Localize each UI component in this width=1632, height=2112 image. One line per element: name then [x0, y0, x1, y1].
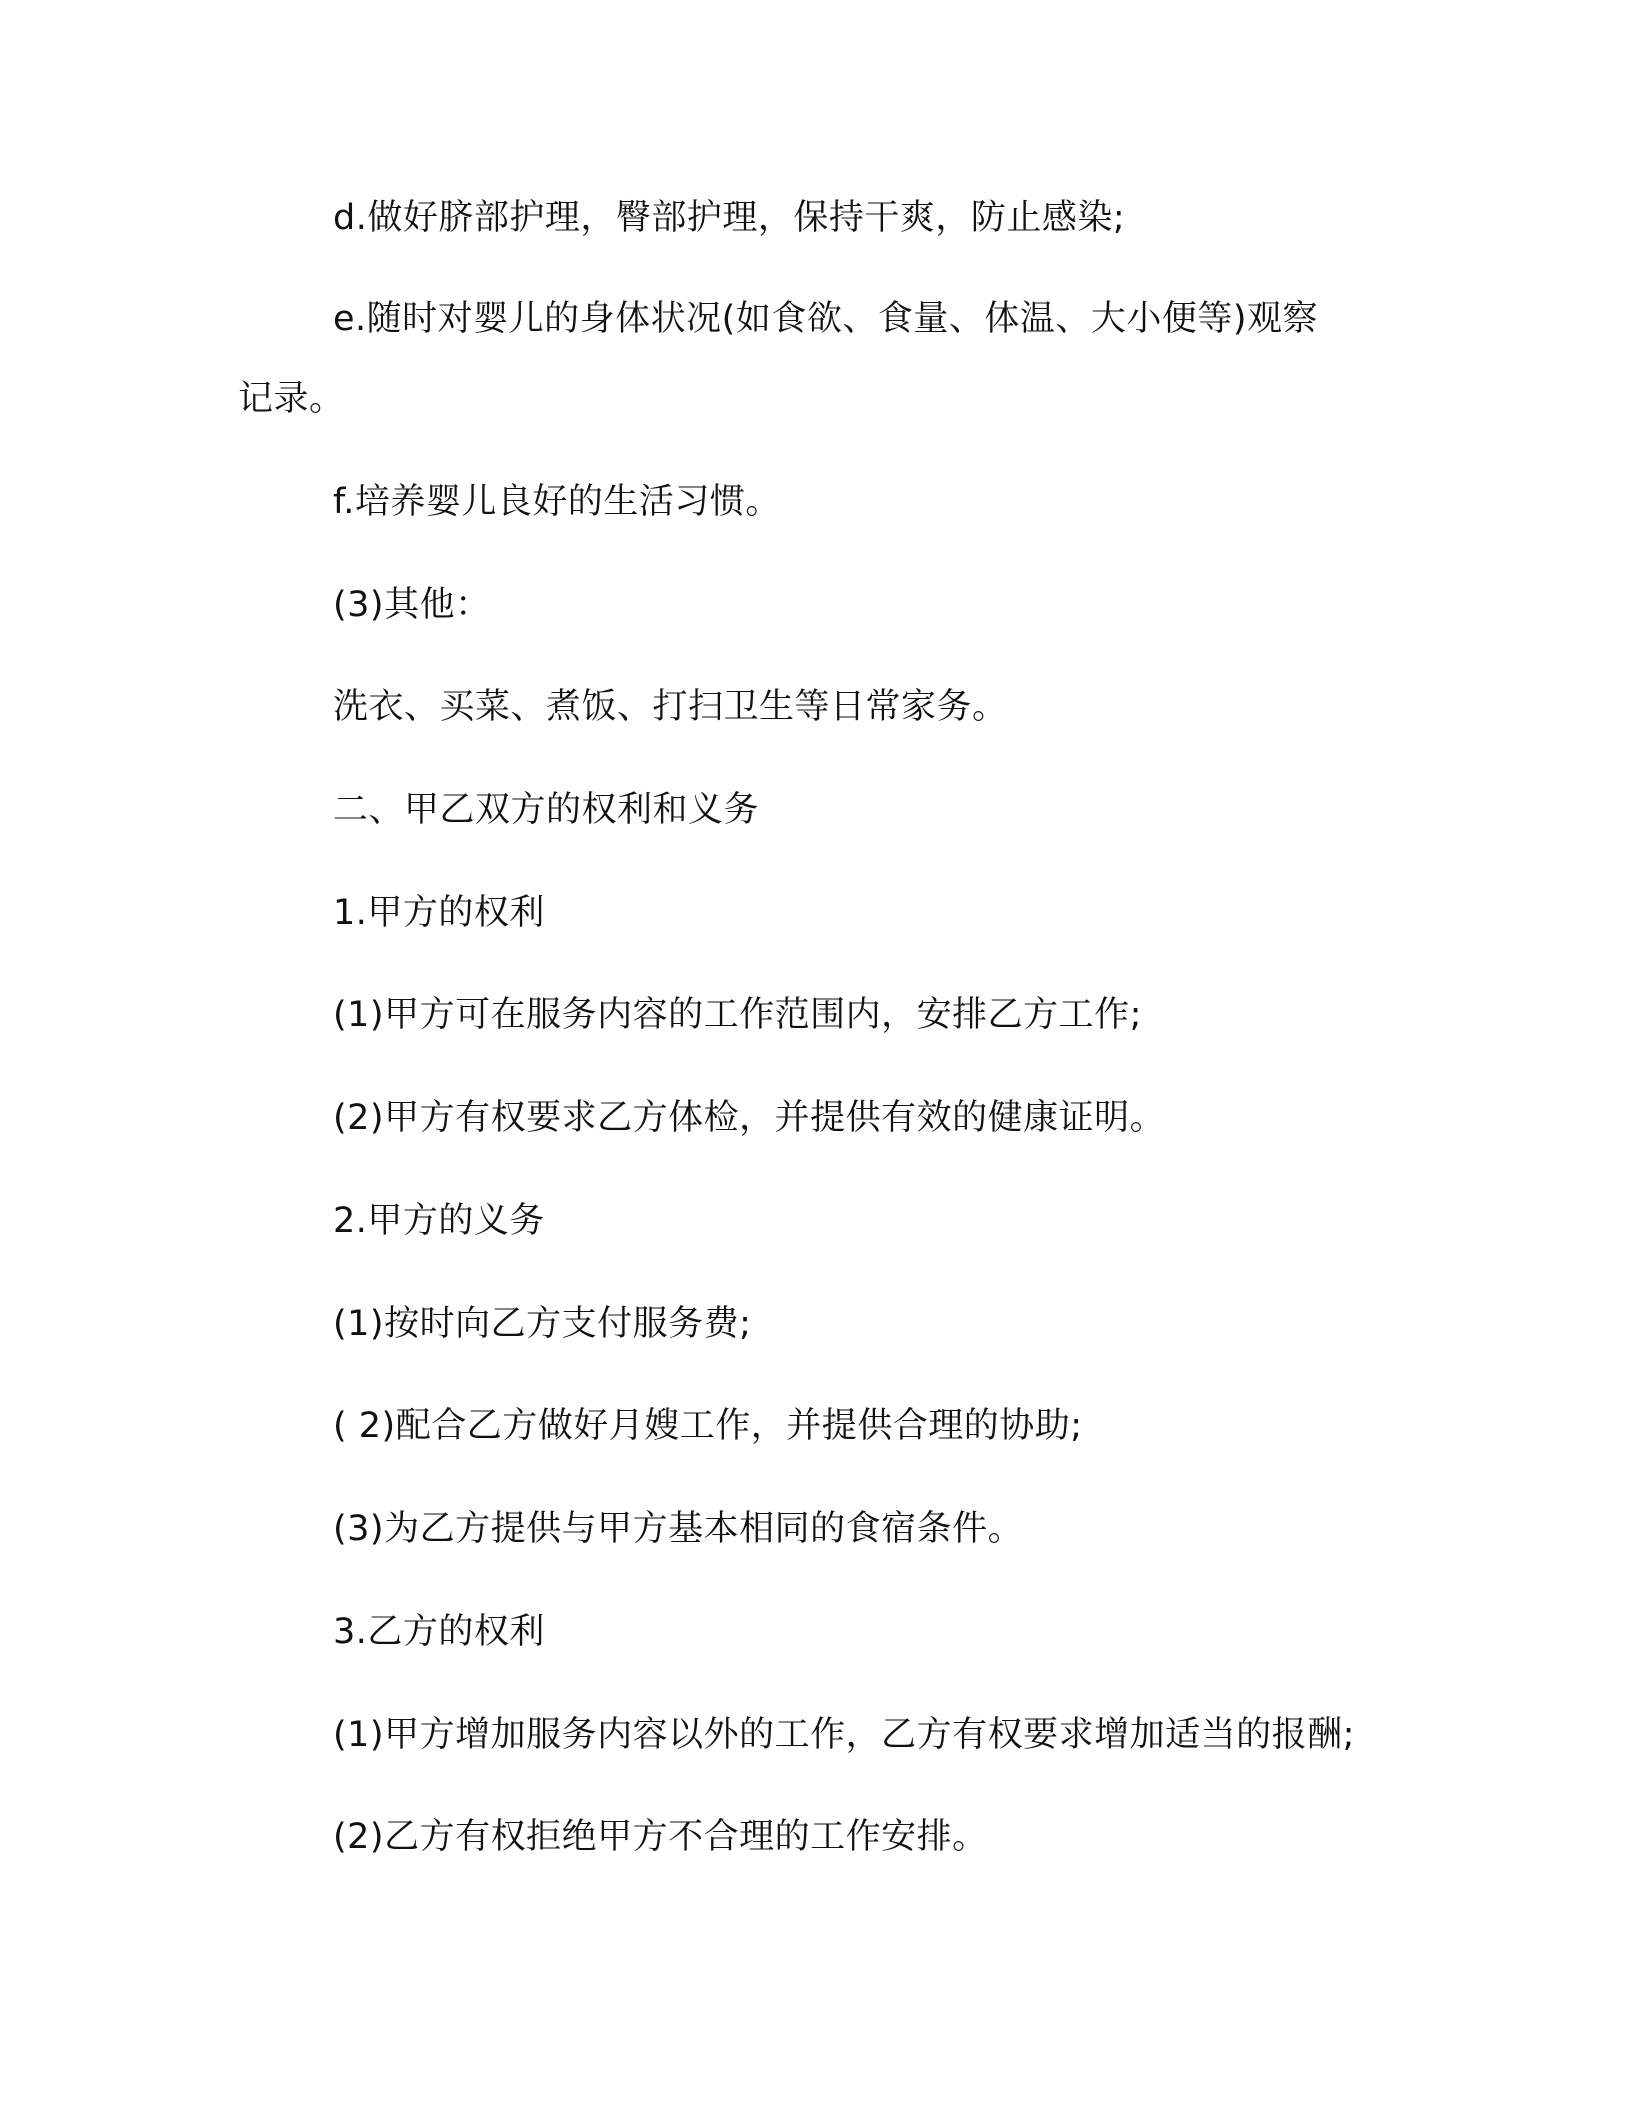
paragraph-line: d.做好脐部护理，臀部护理，保持干爽，防止感染; [333, 198, 1126, 238]
subsection-heading: 3.乙方的权利 [333, 1612, 545, 1652]
paragraph-line: (1)按时向乙方支付服务费; [333, 1304, 752, 1344]
paragraph-line: f.培养婴儿良好的生活习惯。 [333, 482, 781, 522]
paragraph-line: e.随时对婴儿的身体状况(如食欲、食量、体温、大小便等)观察 [333, 299, 1318, 339]
paragraph-line: (1)甲方增加服务内容以外的工作，乙方有权要求增加适当的报酬; [333, 1715, 1355, 1755]
paragraph-line: (1)甲方可在服务内容的工作范围内，安排乙方工作; [333, 995, 1142, 1035]
section-heading: 二、甲乙双方的权利和义务 [333, 790, 760, 830]
paragraph-line: 洗衣、买菜、煮饭、打扫卫生等日常家务。 [333, 687, 1008, 727]
paragraph-line: (3)其他： [333, 585, 491, 625]
paragraph-line: (2)甲方有权要求乙方体检，并提供有效的健康证明。 [333, 1098, 1166, 1138]
paragraph-line: (3)为乙方提供与甲方基本相同的食宿条件。 [333, 1509, 1024, 1549]
paragraph-line: 记录。 [238, 379, 345, 419]
subsection-heading: 2.甲方的义务 [333, 1201, 545, 1241]
paragraph-line: ( 2)配合乙方做好月嫂工作，并提供合理的协助; [333, 1406, 1083, 1446]
paragraph-line: (2)乙方有权拒绝甲方不合理的工作安排。 [333, 1817, 988, 1857]
subsection-heading: 1.甲方的权利 [333, 893, 545, 933]
